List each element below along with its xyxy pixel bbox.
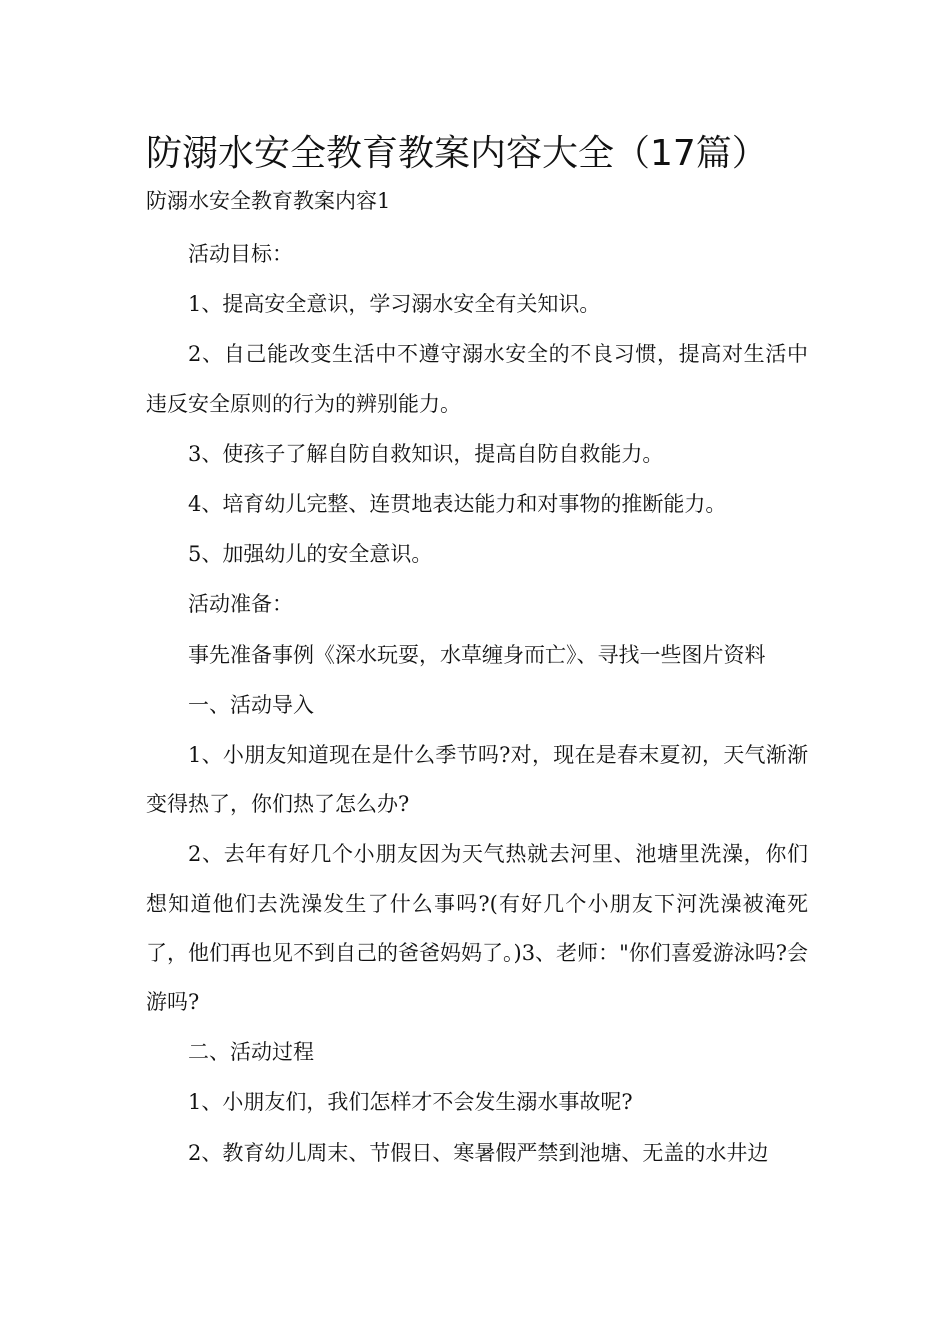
paragraph-section-process: 二、活动过程 xyxy=(188,1040,314,1065)
paragraph-process-1: 1、小朋友们，我们怎样才不会发生溺水事故呢? xyxy=(188,1090,633,1115)
paragraph-goal-4: 4、培育幼儿完整、连贯地表达能力和对事物的推断能力。 xyxy=(188,492,727,517)
paragraph-section-intro: 一、活动导入 xyxy=(188,692,314,717)
paragraph-goal-3: 3、使孩子了解自防自救知识，提高自防自救能力。 xyxy=(188,441,664,466)
document-body xyxy=(146,230,808,1179)
paragraph-intro-2: 2、去年有好几个小朋友因为天气热就去河里、池塘里洗澡，你们想知道他们去洗澡发生了什么事吗?(有好几个小朋友下河洗澡被淹死了，他们再也见不到自己的爸爸妈妈了。)3、老师："你们喜爱游泳吗?会游吗? xyxy=(146,842,808,1015)
document-title: 防溺水安全教育教案内容大全（17篇） xyxy=(146,133,768,174)
paragraph-activity-preparation: 活动准备： xyxy=(188,592,293,617)
document-subtitle: 防溺水安全教育教案内容1 xyxy=(146,189,391,213)
paragraph-goal-5: 5、加强幼儿的安全意识。 xyxy=(188,542,433,567)
paragraph-process-2: 2、教育幼儿周末、节假日、寒暑假严禁到池塘、无盖的水井边 xyxy=(188,1140,769,1165)
paragraph-preparation-detail: 事先准备事例《深水玩耍，水草缠身而亡》、寻找一些图片资料 xyxy=(188,642,766,667)
paragraph-intro-1: 1、小朋友知道现在是什么季节吗?对，现在是春末夏初，天气渐渐变得热了，你们热了怎么办? xyxy=(146,743,808,817)
paragraph-activity-goals: 活动目标： xyxy=(188,242,293,266)
paragraph-goal-2: 2、自己能改变生活中不遵守溺水安全的不良习惯，提高对生活中违反安全原则的行为的辨别能力。 xyxy=(146,342,808,416)
paragraph-goal-1: 1、提高安全意识，学习溺水安全有关知识。 xyxy=(188,292,601,317)
